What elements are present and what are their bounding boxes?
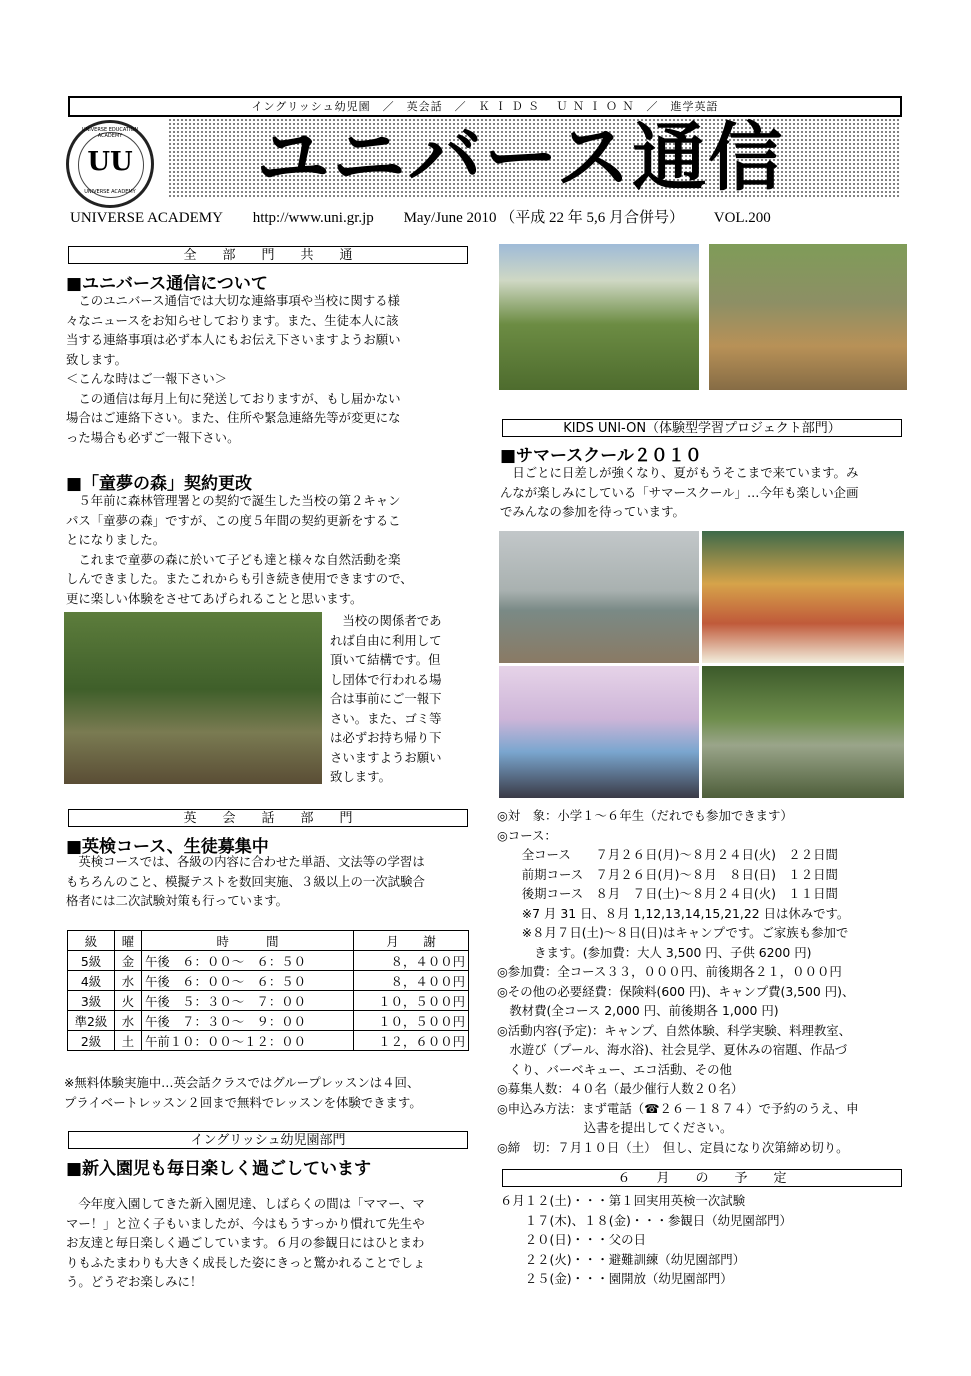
june-schedule-list xyxy=(500,1191,910,1289)
article-body-summer-school: 日ごとに日差しが強くなり、夏がもうそこまで来ています。み んなが楽しみにしている「サマースクール」…今年も楽しい企画 でみんなの参加を待っています。 xyxy=(500,465,859,519)
summer-school-details: ◎対 象：小学１～６年生（だれでも参加できます） ◎コース： 全コース ７月２６日(月)～８月２４日(火) ２２日間 前期コース ７月２６日(月)～８月 ８日(日) １２日間 後期コース ８月 ７日(土)～８月２４日(火) １１日間 ※7 月 31 日、８月 1,12,13,14,15,21,22 日は休みです。 ※８月７日(土)～８日(日)はキャンプです。ご家族も参加で きます。(参加費：大人 3,500 円、子供 6200 円) ◎参加費：全コース３３，０００円、前後期各２１，０００円 ◎その他の必要経費：保険料(600 円)、キャンプ費(3,500 円)、 教材費(全コース 2,000 円、前後期各 1,000 円) ◎活動内容(予定)：キャンプ、自然体験、科学実験、料理教室、 水遊び（プール、海水浴)、社会見学、夏休みの宿題、作品づ くり、バーベキュー、エコ活動、その他 ◎募集人数：４０名（最少催行人数２０名） ◎申込み方法：まず電話（☎２６－１８７４）で予約のうえ、申 込書を提出してください。 ◎締 切：７月１０日（土） 但し、定員になり次第締め切り。 xyxy=(497,808,859,1155)
article-title-forest-contract: ■「童夢の森」契約更改 xyxy=(66,474,253,494)
issue-info xyxy=(70,206,771,227)
list-item: ２０(日)・・・父の日 xyxy=(500,1232,646,1247)
table-row: 3級 火 午後 ５：３０～ ７：００ １０，５００円 xyxy=(68,991,469,1011)
table-header-row: 級 曜 時 間 月 謝 xyxy=(68,931,469,951)
section-header-june-schedule: ６ 月 の 予 定 xyxy=(502,1169,902,1187)
article-body-new-students: 今年度入園してきた新入園児達、しばらくの間は「ママー、マ マー！」と泣く子もいましたが、今はもうすっかり慣れて先生や お友達と毎日楽しく過ごしています。６月の参観日にはひとまわ りもふたまわりも大きく成長した姿にきっと驚かれることでしょ う。どうぞお楽しみに！ xyxy=(66,1196,426,1289)
logo-monogram: UU xyxy=(87,147,133,177)
stream-photo xyxy=(702,666,904,798)
free-trial-note: ※無料体験実施中…英会話クラスではグループレッスンは４回、 プライベートレッスン２回まで無料でレッスンを体験できます。 xyxy=(64,1075,422,1110)
schoolyard-photo xyxy=(499,244,699,390)
logo-ring-text: UNIVERSE EDUCATION ACADEMY xyxy=(81,127,139,139)
eiken-schedule-table xyxy=(67,930,469,1051)
list-item: ６月１２(土)・・・第１回実用英検一次試験 xyxy=(500,1193,746,1208)
forest-campus-photo xyxy=(64,612,322,784)
kids-cooking-photo xyxy=(702,531,904,663)
article-title-newsletter: ■ユニバース通信について xyxy=(66,274,268,294)
masthead xyxy=(168,115,900,201)
article-body-forest-contract: ５年前に森林管理署との契約で誕生した当校の第２キャン パス「童夢の森」ですが、この度５年間の契約更新をするこ とになりました。 これまで童夢の森に於いて子ども達と様々な自然活動を楽 しんできました。またこれからも引き続き使用できますので、 更に楽しい体験をさせてあげられることと思います。 xyxy=(66,493,413,606)
article-title-new-students: ■新入園児も毎日楽しく過ごしています xyxy=(66,1159,372,1179)
table-row: 4級 水 午後 ６：００～ ６：５０ ８，４００円 xyxy=(68,971,469,991)
section-header-all-departments: 全 部 門 共 通 xyxy=(68,246,468,264)
tv-studio-photo xyxy=(499,666,699,798)
article-body-newsletter: このユニバース通信では大切な連絡事項や当校に関する様 々なニュースをお知らせしております。また、生徒本人に該 当する連絡事項は必ず本人にもお伝え下さいますようお願い 致します。 ＜こんな時はご一報下さい＞ この通信は毎月上旬に発送しておりますが、もし届かない 場合はご連絡下さい。また、住所や緊急連絡先等が変更にな った場合も必ずご一報下さい。 xyxy=(66,293,401,445)
table-row: 5級 金 午後 ６：００～ ６：５０ ８，４００円 xyxy=(68,951,469,971)
table-row: 2級 土 午前１０：００～１２：００ １２，６００円 xyxy=(68,1031,469,1051)
section-header-english: 英 会 話 部 門 xyxy=(68,809,468,827)
article-body-eiken: 英検コースでは、各級の内容に合わせた単語、文法等の学習は もちろんのこと、模擬テストを数回実施、３級以上の一次試験合 格者には二次試験対策も行っています。 xyxy=(66,854,425,908)
issue-date: May/June 2010 （平成 22 年 5,6 月合併号） xyxy=(403,210,684,226)
volume-number: VOL.200 xyxy=(713,210,771,226)
playground-teacher-photo xyxy=(709,244,907,390)
list-item: ２５(金)・・・園開放（幼児園部門） xyxy=(500,1271,733,1286)
section-header-kindergarten: イングリッシュ幼児園部門 xyxy=(68,1131,468,1149)
article-title-eiken: ■英検コース、生徒募集中 xyxy=(66,837,269,857)
academy-name: UNIVERSE ACADEMY xyxy=(70,210,223,226)
article-body-forest-side: 当校の関係者であ れば自由に利用して 頂いて結構です。但 し団体で行われる場 合は事前にご一報下 さい。また、ゴミ等 は必ずお持ち帰り下 さいますようお願い 致します。 xyxy=(330,613,442,784)
newsletter-title: ユニバース通信 xyxy=(256,115,785,201)
division-banner: イングリッシュ幼児園 ／ 英会話 ／ Ｋ Ｉ Ｄ Ｓ Ｕ Ｎ Ｉ Ｏ Ｎ ／ 進学英語 xyxy=(68,96,902,117)
academy-logo-icon xyxy=(66,120,154,208)
logo-ring-text-bottom: UNIVERSE ACADEMY xyxy=(84,189,136,195)
beach-photo xyxy=(499,531,699,663)
section-header-kids-union: KIDS UNI-ON（体験型学習プロジェクト部門） xyxy=(502,419,902,437)
list-item: ２２(火)・・・避難訓練（幼児園部門） xyxy=(500,1251,746,1267)
table-row: 準2級 水 午後 ７：３０～ ９：００ １０，５００円 xyxy=(68,1011,469,1031)
website-link[interactable]: http://www.uni.gr.jp xyxy=(252,210,374,226)
article-title-summer-school: ■サマースクール２０１０ xyxy=(500,446,702,466)
list-item: １７(木)、１８(金)・・・参観日（幼児園部門） xyxy=(500,1212,792,1228)
